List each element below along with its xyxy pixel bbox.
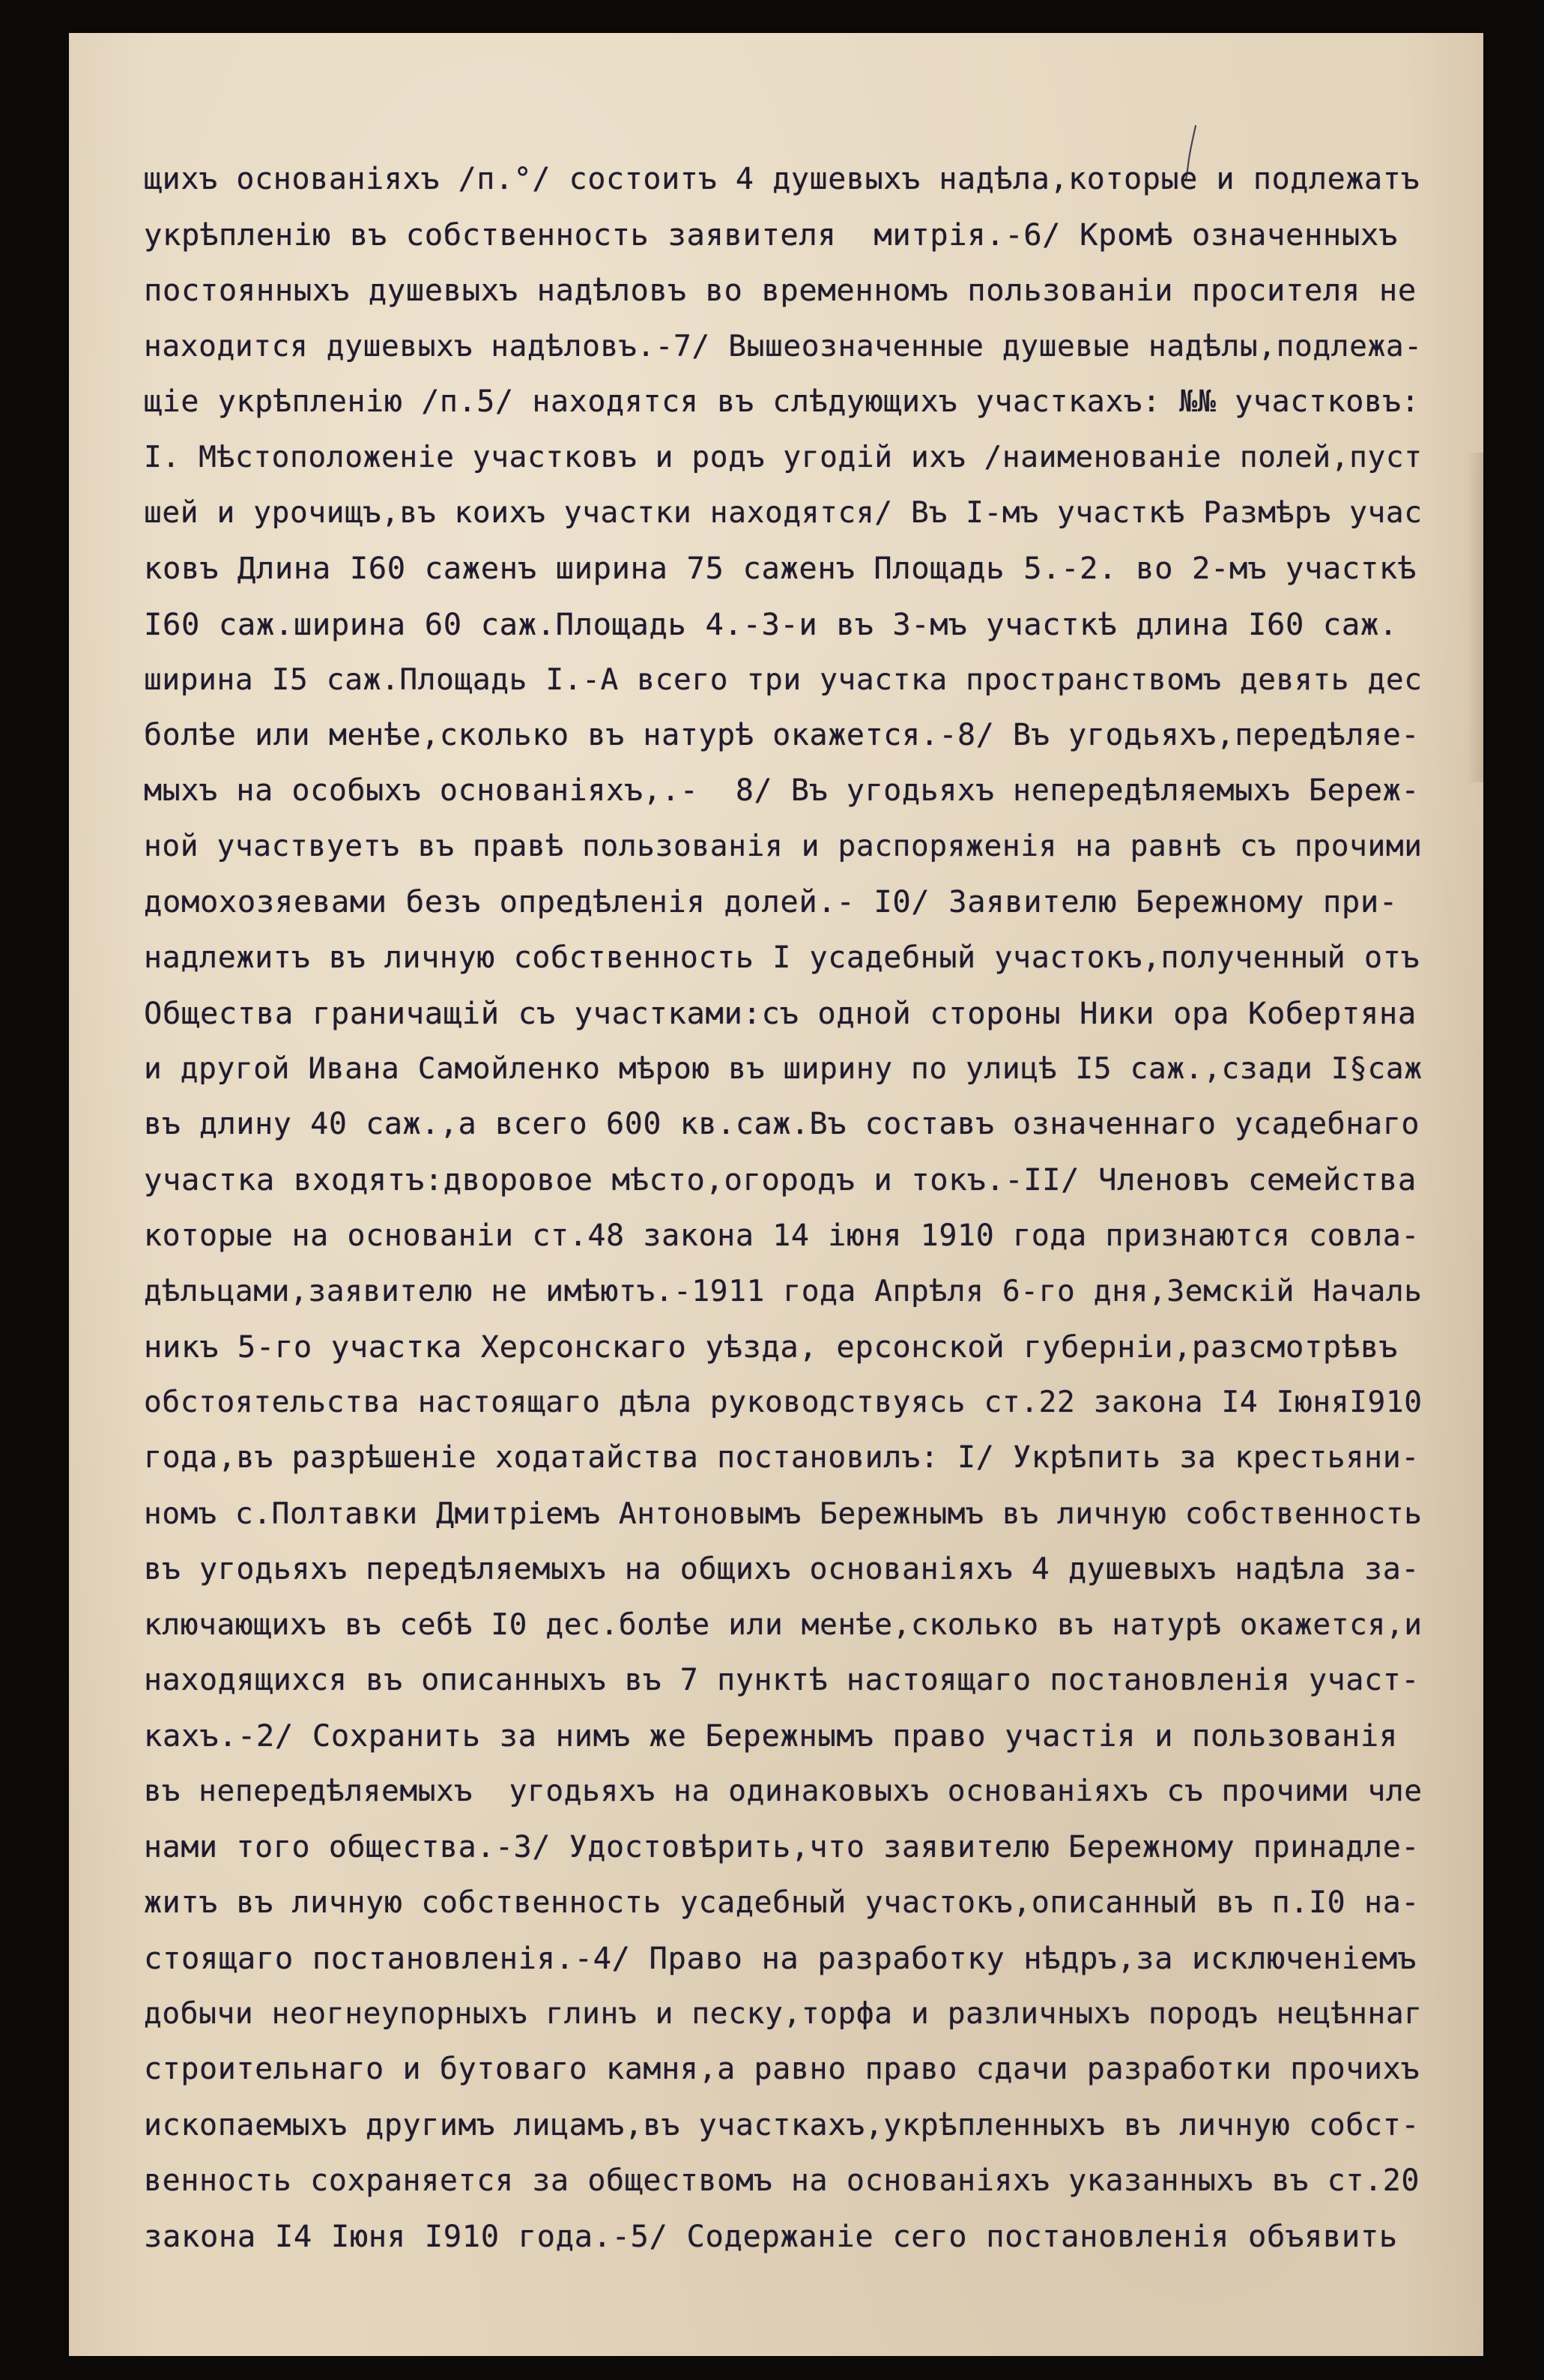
text-line: года,въ разрѣшеніе ходатайства постановилъ: I/ Укрѣпить за крестьяни- — [144, 1440, 1420, 1476]
text-line: обстоятельства настоящаго дѣла руководствуясь ст.22 закона I4 ІюняI910 — [144, 1385, 1423, 1420]
text-line: которые на основаніи ст.48 закона 14 іюня 1910 года признаются совла- — [144, 1218, 1420, 1253]
text-line: I60 саж.ширина 60 саж.Площадь 4.-3-и въ 3-мъ участкѣ длина I60 саж. — [144, 605, 1398, 642]
text-line: щіе укрѣпленію /п.5/ находятся въ слѣдующихъ участкахъ: №№ участковъ: — [144, 384, 1420, 419]
text-line: ключающихъ въ себѣ I0 дес.болѣе или менѣе,сколько въ натурѣ окажется,и — [144, 1607, 1423, 1642]
text-line: ширина I5 саж.Площадь I.-А всего три участка пространствомъ девять дес — [144, 662, 1423, 697]
text-line: Общества граничащій съ участками:съ одной стороны Ники ора Кобертяна — [144, 994, 1417, 1031]
text-line: и другой Ивана Самойленко мѣрою въ ширину по улицѣ I5 саж.,сзади I§саж — [144, 1051, 1423, 1086]
text-line: добычи неогнеупорныхъ глинъ и песку,торфа и различныхъ породъ нецѣннаг — [144, 1996, 1423, 2032]
text-line: домохозяевами безъ опредѣленія долей.- I0/ Заявителю Бережному при- — [144, 884, 1398, 920]
text-line: ископаемыхъ другимъ лицамъ,въ участкахъ,укрѣпленныхъ въ личную собст- — [144, 2107, 1420, 2142]
text-line: нами того общества.-3/ Удостовѣрить,что заявителю Бережному принадле- — [144, 1829, 1420, 1864]
text-line: въ длину 40 саж.,а всего 600 кв.саж.Въ составъ означеннаго усадебнаго — [144, 1107, 1420, 1142]
text-line: I. Мѣстоположеніе участковъ и родъ угодій ихъ /наименованіе полей,пуст — [144, 439, 1423, 474]
text-line: находится душевыхъ надѣловъ.-7/ Вышеозначенные душевые надѣлы,подлежа- — [144, 328, 1423, 363]
text-line: постоянныхъ душевыхъ надѣловъ во временномъ пользованіи просителя не — [144, 272, 1417, 309]
text-line: венность сохраняется за обществомъ на основаніяхъ указанныхъ въ ст.20 — [144, 2163, 1420, 2198]
text-line: закона I4 Іюня I910 года.-5/ Содержаніе сего постановленія объявить — [144, 2217, 1398, 2254]
text-line: участка входятъ:дворовое мѣсто,огородъ и токъ.-II/ Членовъ семейства — [144, 1162, 1417, 1198]
document-page — [69, 33, 1483, 2356]
typed-text-block — [144, 151, 1432, 2264]
text-line: въ угодьяхъ передѣляемыхъ на общихъ основаніяхъ 4 душевыхъ надѣла за- — [144, 1551, 1420, 1586]
text-line: дѣльцами,заявителю не имѣютъ.-1911 года Апрѣля 6-го дня,Земскій Началь — [144, 1273, 1423, 1308]
text-line: строительнаго и бутоваго камня,а равно право сдачи разработки прочихъ — [144, 2052, 1420, 2087]
text-line: находящихся въ описанныхъ въ 7 пунктѣ настоящаго постановленія участ- — [144, 1663, 1420, 1698]
text-line: стоящаго постановленія.-4/ Право на разработку нѣдръ,за исключеніемъ — [144, 1940, 1417, 1976]
text-line: житъ въ личную собственность усадебный участокъ,описанный въ п.I0 на- — [144, 1885, 1420, 1920]
text-line: укрѣпленію въ собственность заявителя митрія.-6/ Кромѣ означенныхъ — [144, 217, 1398, 253]
text-line: надлежитъ въ личную собственность I усадебный участокъ,полученный отъ — [144, 940, 1420, 975]
text-line: болѣе или менѣе,сколько въ натурѣ окажется.-8/ Въ угодьяхъ,передѣляе- — [144, 717, 1420, 752]
page-edge-shadow — [1467, 453, 1483, 782]
text-line: въ непередѣляемыхъ угодьяхъ на одинаковыхъ основаніяхъ съ прочими чле — [144, 1774, 1423, 1809]
text-line: номъ с.Полтавки Дмитріемъ Антоновымъ Бережнымъ въ личную собственность — [144, 1496, 1423, 1531]
text-line: ной участвуетъ въ правѣ пользованія и распоряженія на равнѣ съ прочими — [144, 829, 1423, 864]
text-line: щихъ основаніяхъ /п.°/ состоитъ 4 душевыхъ надѣла,которые и подлежатъ — [144, 162, 1420, 196]
text-line: ковъ Длина I60 саженъ ширина 75 саженъ Площадь 5.-2. во 2-мъ участкѣ — [144, 550, 1417, 587]
text-line: кахъ.-2/ Сохранить за нимъ же Бережнымъ право участія и пользованія — [144, 1718, 1398, 1754]
text-line: шей и урочищъ,въ коихъ участки находятся/ Въ I-мъ участкѣ Размѣръ учас — [144, 495, 1423, 531]
text-line: мыхъ на особыхъ основаніяхъ,.- 8/ Въ угодьяхъ непередѣляемыхъ Береж- — [144, 773, 1420, 809]
text-line: никъ 5-го участка Херсонскаго уѣзда, ерсонской губерніи,разсмотрѣвъ — [144, 1328, 1398, 1365]
